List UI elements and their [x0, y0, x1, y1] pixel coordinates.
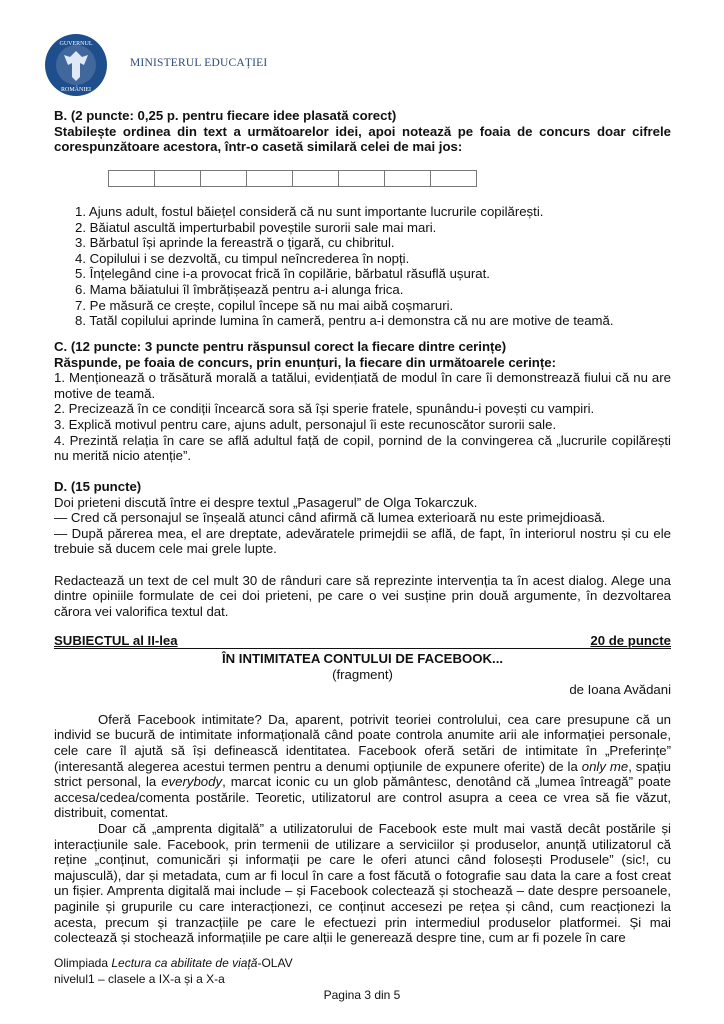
- section-b-instruction: Stabilește ordinea din text a următoarelor idei, apoi notează pe foaia de concurs doar cifrele corespunzătoare acestora, într-o casetă similară celei de mai jos:: [54, 123, 671, 155]
- subject-2: [54, 634, 671, 946]
- answer-box: [108, 170, 477, 187]
- subject-label: SUBIECTUL al II-lea: [54, 633, 178, 648]
- section-c-instruction: Răspunde, pe foaia de concurs, prin enunțuri, la fiecare din următoarele cerințe:: [54, 354, 556, 370]
- answer-cell: [247, 171, 293, 187]
- section-d: [54, 479, 671, 619]
- svg-text:GUVERNUL: GUVERNUL: [59, 41, 93, 47]
- list-item: 7. Pe măsură ce crește, copilul începe să nu mai aibă coșmaruri.: [75, 297, 454, 313]
- paragraph: [54, 712, 671, 821]
- text-run-italic: only me: [581, 758, 629, 774]
- text-run: Olimpiada: [54, 956, 112, 970]
- text-run: Oferă Facebook intimitate? Da, aparent, potrivit teoriei controlului, cea care presupune că un individ se bucură de intimitate informațională când poate controla anumite arii ale informației personale, cele care îl ajută să își definească identitatea. Facebook oferă setări de intimitate în „Preferințe” (interesantă alegerea acestui termen pentru a denumi opțiunile de expunere oferite) de la: [54, 711, 671, 774]
- section-c-heading: C. (12 puncte: 3 puncte pentru răspunsul corect la fiecare dintre cerințe): [54, 339, 507, 354]
- text-title: ÎN INTIMITATEA CONTULUI DE FACEBOOK...: [221, 651, 504, 666]
- olympiad-name: [54, 956, 293, 972]
- text-subtitle: (fragment): [332, 666, 393, 682]
- svg-text:ROMÂNIEI: ROMÂNIEI: [61, 87, 91, 93]
- dialog-line: Doi prieteni discută între ei despre textul „Pasagerul” de Olga Tokarczuk.: [54, 494, 478, 510]
- section-b-heading: B. (2 puncte: 0,25 p. pentru fiecare idee plasată corect): [54, 108, 397, 123]
- list-item: 6. Mama băiatului îl îmbrățișează pentru a-i alunga frica.: [75, 281, 404, 297]
- list-item: 3. Explică motivul pentru care, ajuns adult, personajul îi este recunoscător surorii sale.: [54, 416, 557, 432]
- ministry-name: MINISTERUL EDUCAȚIEI: [130, 57, 268, 69]
- answer-cell: [155, 171, 201, 187]
- text-author: de Ioana Avădani: [569, 682, 671, 698]
- answer-cell: [339, 171, 385, 187]
- list-item: 4. Copilului i se dezvoltă, cu timpul neîncrederea în nopți.: [75, 250, 410, 266]
- list-item: 2. Băiatul ascultă imperturbabil poveștile surorii sale mai mari.: [75, 219, 437, 235]
- list-item: 5. Înțelegând cine i-a provocat frică în copilărie, bărbatul răsuflă ușurat.: [75, 266, 490, 282]
- section-d-heading: D. (15 puncte): [54, 479, 142, 494]
- text-run-italic: Lectura ca abilitate de viață: [111, 956, 258, 970]
- list-item: 3. Bărbatul își aprinde la fereastră o țigară, cu chibritul.: [75, 235, 395, 251]
- text-run: , marcat iconic cu un glob pământesc, denotând că „lumea întreagă” poate accesa/cedea/comenta postările. Teoretic, utilizatorul are control asupra a ceea ce vrea să fie văzut, distribuit, comentat.: [54, 774, 671, 821]
- answer-cell: [109, 171, 155, 187]
- level: nivelul1 – clasele a IX-a și a X-a: [54, 971, 225, 986]
- section-c: [54, 339, 671, 464]
- section-d-task: Redactează un text de cel mult 30 de rânduri care să reprezinte intervenția ta în acest dialog. Alege una dintre opiniile formulate de cei doi prieteni, pe care o vei susține prin două argumente, în dezvoltarea cărora vei valorifica textul dat.: [54, 572, 671, 619]
- text-run: , spațiu strict personal, la: [54, 758, 671, 790]
- list-item: 4. Prezintă relația în care se află adultul față de copil, pornind de la convingerea că „lucrurile copilărești nu merită nicio atenție”.: [54, 432, 671, 464]
- dialog-line: — După părerea mea, el are dreptate, adevăratele primejdii se află, de fapt, în interiorul nostru și cu ele trebuie să ducem cele mai grele lupte.: [54, 525, 671, 557]
- answer-cell: [201, 171, 247, 187]
- page-number: Pagina 3 din 5: [323, 988, 401, 1002]
- text-run-italic: everybody: [161, 774, 223, 790]
- footer: [54, 956, 293, 987]
- list-item: 1. Menționează o trăsătură morală a tatălui, evidențiată de modul în care îi demonstrează fiului că nu are motive de teamă.: [54, 370, 671, 401]
- list-item: 8. Tatăl copilului aprinde lumina în cameră, pentru a-i demonstra că nu are motive de teamă.: [75, 313, 614, 329]
- dialog-line: — Cred că personajul se înșeală atunci când afirmă că lumea exterioară nu este primejdioasă.: [54, 510, 606, 526]
- answer-cell: [293, 171, 339, 187]
- subject-points: 20 de puncte: [590, 633, 671, 648]
- answer-cell: [385, 171, 431, 187]
- ideas-list: [75, 204, 675, 329]
- text-run: -OLAV: [257, 956, 293, 970]
- list-item: 1. Ajuns adult, fostul băiețel consideră că nu sunt importante lucrurile copilărești.: [75, 204, 544, 219]
- government-logo: [44, 33, 108, 97]
- subject-2-header: [54, 634, 671, 649]
- list-item: 2. Precizează în ce condiții încearcă sora să își sperie fratele, spunându-i povești cu vampiri.: [54, 401, 595, 417]
- answer-cell: [431, 171, 477, 187]
- section-b: [54, 108, 671, 155]
- paragraph: Doar că „amprenta digitală” a utilizatorului de Facebook este mult mai vastă decât postările și interacțiunile sale. Facebook, prin termenii de utilizare a serviciilor și produselor, anunță utilizatorul că reține „conținut, comunicări și informații pe care le oferi atunci când folosești Produsele” (sic!, cu majusculă), dar și metadata, cum ar fi locul în care a fost făcută o fotografie sau data la care a fost creat un fișier. Amprenta digitală mai include – și Facebook colectează și stochează – date despre persoanele, paginile și grupurile cu care interacționezi, ce conținut accesezi pe rețea și când, cum reacționezi la acesta, precum și tranzacțiile pe care le efectuezi prin intermediul produselor platformei. Și mai colectează și stochează informațiile pe care alții le generează despre tine, cum ar fi pozele în care: [54, 820, 671, 946]
